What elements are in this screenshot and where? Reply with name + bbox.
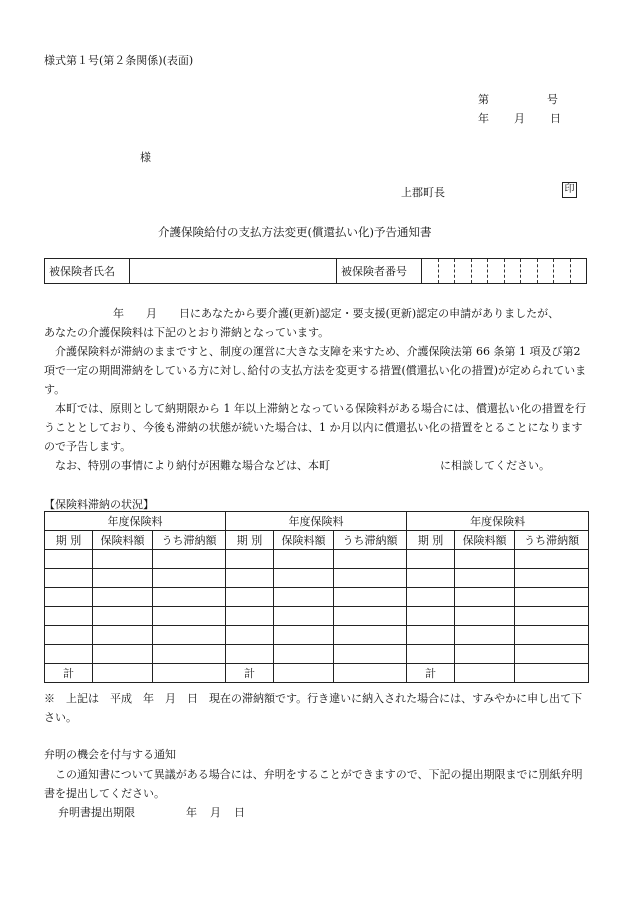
total-label: 計 xyxy=(407,664,455,683)
col-arrears: うち滞納額 xyxy=(334,531,407,550)
insured-number-value xyxy=(422,259,587,284)
col-arrears: うち滞納額 xyxy=(153,531,226,550)
col-premium: 保険料額 xyxy=(455,531,515,550)
table-row xyxy=(45,607,589,626)
objection-notice xyxy=(44,765,589,803)
arrears-total-row xyxy=(45,664,589,683)
body-paragraph-consult: なお、特別の事情により納付が困難な場合などは、本町 に相談してください。 xyxy=(55,459,550,472)
insured-name-label: 被保険者氏名 xyxy=(45,259,130,284)
insured-name-value xyxy=(130,259,337,284)
note-text: ※ 上記は 平成 年 月 日 現在の滞納額です。行き違いに納入された場合には、すみやかに申し出て下さい。 xyxy=(44,692,583,724)
group-header-2: 年度保険料 xyxy=(226,512,407,531)
issue-date: 年 月 日 xyxy=(478,112,562,125)
objection-text: この通知書について異議がある場合には、弁明をすることができますので、下記の提出期限までに別紙弁明書を提出してください。 xyxy=(44,768,583,800)
col-premium: 保険料額 xyxy=(274,531,334,550)
insured-number-digit-boxes xyxy=(422,259,586,283)
table-row xyxy=(45,550,589,569)
deadline-date: 年 月 日 xyxy=(186,806,246,819)
col-premium: 保険料額 xyxy=(93,531,153,550)
body-line-2: あなたの介護保険料は下記のとおり滞納となっています。 xyxy=(44,326,330,339)
body-paragraph-law: 介護保険料が滞納のままですと、制度の運営に大きな支障を来すため、介護保険法第 66 条第 1 項及び第2項で一定の期間滞納をしている方に対し､給付の支払方法を変更する措置(償還払い化の措置)が定められています。 xyxy=(44,345,587,396)
insured-info-table xyxy=(44,258,587,284)
arrears-heading: 【保険料滞納の状況】 xyxy=(44,498,154,511)
table-row xyxy=(45,645,589,664)
seal-mark xyxy=(562,182,577,198)
objection-heading: 弁明の機会を付与する通知 xyxy=(44,748,176,761)
body-paragraph-policy: 本町では、原則として納期限から 1 年以上滞納となっている保険料がある場合には、償還払い化の措置を行うこととしており、今後も滞納の状態が続いた場合は、1 か月以内に償還払い化の措置をとることになりますので予告します。 xyxy=(44,402,586,453)
table-row xyxy=(45,588,589,607)
notice-body xyxy=(44,304,589,475)
insured-number-label: 被保険者番号 xyxy=(337,259,422,284)
table-row xyxy=(45,569,589,588)
issuer-name: 上郡町長 xyxy=(401,186,445,199)
table-row xyxy=(45,626,589,645)
group-header-3: 年度保険料 xyxy=(407,512,589,531)
form-label: 様式第１号(第２条関係)(表面) xyxy=(44,54,194,67)
col-period: 期 別 xyxy=(226,531,274,550)
arrears-note xyxy=(44,689,589,727)
arrears-table xyxy=(44,511,589,683)
total-label: 計 xyxy=(226,664,274,683)
deadline-label: 弁明書提出期限 xyxy=(58,806,135,819)
document-number: 第 号 xyxy=(478,93,559,106)
col-period: 期 別 xyxy=(407,531,455,550)
body-line-1: 年 月 日にあなたから要介護(更新)認定・要支援(更新)認定の申請がありましたが、 xyxy=(102,307,560,320)
col-period: 期 別 xyxy=(45,531,93,550)
document-title: 介護保険給付の支払方法変更(償還払い化)予告通知書 xyxy=(158,225,432,239)
group-header-1: 年度保険料 xyxy=(45,512,226,531)
seal-label: 印 xyxy=(564,184,575,195)
arrears-group-header-row xyxy=(45,512,589,531)
addressee-suffix: 様 xyxy=(140,151,151,164)
arrears-column-header-row xyxy=(45,531,589,550)
total-label: 計 xyxy=(45,664,93,683)
col-arrears: うち滞納額 xyxy=(515,531,589,550)
